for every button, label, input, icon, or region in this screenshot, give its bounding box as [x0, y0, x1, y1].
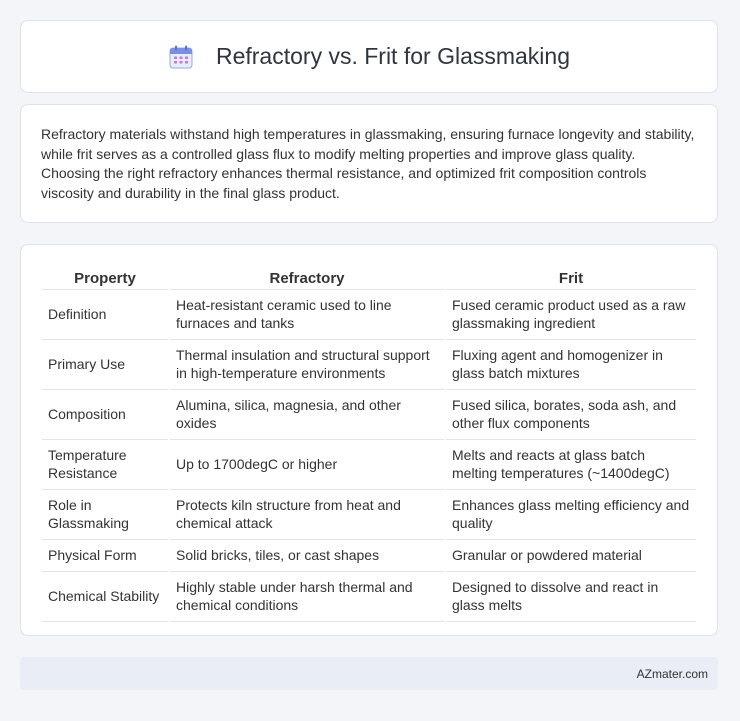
intro-paragraph: Refractory materials withstand high temperatures in glassmaking, ensuring furnace longevity and stability, while frit serves as a controlled glass flux to modify melting properties and improve glass quality. Choosing the right refractory enhances thermal resistance, and optimized frit composition controls viscosity and durability in the final glass product. [41, 126, 695, 201]
calendar-icon [168, 44, 194, 70]
footer [20, 657, 718, 690]
property-cell: Physical Form [42, 540, 168, 572]
frit-cell: Fluxing agent and homogenizer in glass batch mixtures [446, 340, 696, 390]
refractory-cell: Alumina, silica, magnesia, and other oxides [170, 390, 444, 440]
frit-cell: Fused ceramic product used as a raw glassmaking ingredient [446, 290, 696, 340]
table-row [42, 390, 696, 440]
title-card [20, 20, 718, 93]
frit-cell: Designed to dissolve and react in glass melts [446, 572, 696, 622]
frit-cell: Granular or powdered material [446, 540, 696, 572]
comparison-table-card [20, 244, 718, 636]
frit-cell: Melts and reacts at glass batch melting temperatures (~1400degC) [446, 440, 696, 490]
table-row [42, 290, 696, 340]
header-frit: Frit [446, 267, 696, 290]
table-row [42, 540, 696, 572]
property-cell: Composition [42, 390, 168, 440]
refractory-cell: Solid bricks, tiles, or cast shapes [170, 540, 444, 572]
frit-cell: Fused silica, borates, soda ash, and other flux components [446, 390, 696, 440]
property-cell: Definition [42, 290, 168, 340]
refractory-cell: Thermal insulation and structural support in high-temperature environments [170, 340, 444, 390]
refractory-cell: Heat-resistant ceramic used to line furnaces and tanks [170, 290, 444, 340]
property-cell: Temperature Resistance [42, 440, 168, 490]
header-refractory: Refractory [170, 267, 444, 290]
table-header-row [42, 267, 696, 290]
table-row [42, 572, 696, 622]
refractory-cell: Up to 1700degC or higher [170, 440, 444, 490]
property-cell: Role in Glassmaking [42, 490, 168, 540]
frit-cell: Enhances glass melting efficiency and quality [446, 490, 696, 540]
intro-card [20, 104, 718, 223]
property-cell: Primary Use [42, 340, 168, 390]
refractory-cell: Highly stable under harsh thermal and chemical conditions [170, 572, 444, 622]
header-property: Property [42, 267, 168, 290]
table-row [42, 490, 696, 540]
comparison-table [40, 267, 698, 622]
footer-source-link[interactable]: AZmater.com [636, 666, 708, 681]
page-title: Refractory vs. Frit for Glassmaking [215, 43, 571, 69]
refractory-cell: Protects kiln structure from heat and chemical attack [170, 490, 444, 540]
property-cell: Chemical Stability [42, 572, 168, 622]
table-row [42, 440, 696, 490]
table-row [42, 340, 696, 390]
